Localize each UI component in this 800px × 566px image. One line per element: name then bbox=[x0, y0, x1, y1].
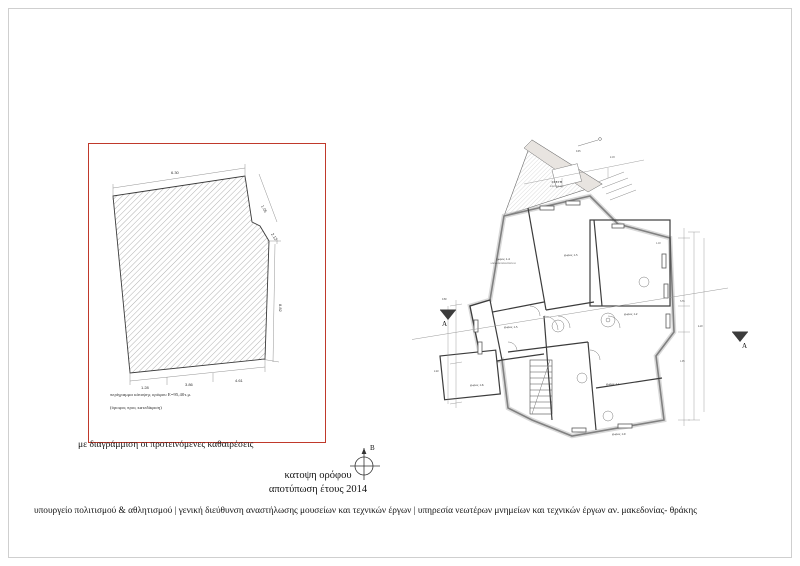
north-arrow-label: B bbox=[370, 444, 375, 452]
dim-bottom-right: 4.61 bbox=[235, 378, 243, 383]
room-tag: χωρος 1.2 bbox=[624, 312, 638, 316]
demolition-area-note: περίγραμμα κάτοψης ορόφου Ε=95,40τ.μ. bbox=[110, 392, 192, 397]
section-arrow-left bbox=[440, 310, 456, 320]
room-tag: χωρος 1.5 bbox=[504, 325, 518, 329]
caption-demolition: με διαγράμμιση οι προτεινόμενες καθαιρέσεις bbox=[78, 440, 254, 450]
dim-right-chamfer: 2.12 bbox=[270, 231, 279, 242]
room-tag: χωρος 1.0 bbox=[612, 432, 626, 436]
dimension-label: 0.80 bbox=[442, 298, 447, 301]
demolition-outline-svg bbox=[89, 144, 327, 444]
dimension-label: 1.10 bbox=[656, 242, 661, 245]
room-tag: χωρος 1.6 bbox=[470, 383, 484, 387]
room-tag: ΣΤΕΓΗ ΚΕΡΑΜΙΔΙΑ bbox=[550, 180, 564, 189]
main-walls bbox=[470, 196, 674, 436]
dim-top: 6.30 bbox=[171, 170, 179, 175]
dimension-label: 1.05 bbox=[680, 360, 685, 363]
north-arrow-icon bbox=[344, 440, 390, 486]
footer-authority-line: υπουργείο πολιτισμού & αθλητισμού | γενική διεύθυνση αναστήλωσης μουσείων και τεχνικών έργων | υπηρεσία νεωτέρων μνημείων και τεχνικών έργων αν. μακεδονίας- θράκης bbox=[34, 506, 697, 516]
section-label-right: A bbox=[742, 342, 748, 350]
room-tag: χωρος 1.1 bbox=[606, 382, 620, 386]
caption-plan-title bbox=[203, 469, 433, 497]
dim-bottom-mid: 3.86 bbox=[185, 382, 193, 387]
dim-bottom-left: 1.28 bbox=[141, 385, 149, 390]
dimension-label: 3.55 bbox=[680, 300, 685, 303]
room-tag: χωρος 1.3 bbox=[564, 253, 578, 257]
dimension-label: 4.20 bbox=[698, 325, 703, 328]
dimension-label: 2.18 bbox=[610, 156, 615, 159]
demolition-floor-note: (όροφος προς κατεδάφιση) bbox=[110, 405, 162, 410]
north-arrow bbox=[344, 440, 390, 486]
room-tag: χωρος 1.4 ΑΠΟΘΗΚΗ/ΚΟΙΤΩΝΑΣ bbox=[490, 257, 517, 266]
dim-right-lower: 8.82 bbox=[278, 304, 283, 312]
dim-right-upper: 1.05 bbox=[260, 204, 269, 214]
section-label-left: A bbox=[442, 320, 448, 328]
section-arrow-right bbox=[732, 332, 748, 342]
dimension-label: 0.95 bbox=[576, 150, 581, 153]
caption-plan-line1: κατοψη ορόφου bbox=[284, 470, 352, 481]
caption-plan-line2: αποτύπωση έτους 2014 bbox=[268, 484, 368, 496]
floor-plan-svg bbox=[412, 120, 772, 460]
dimension-label: 2.40 bbox=[434, 370, 439, 373]
floor-plan bbox=[412, 120, 772, 460]
